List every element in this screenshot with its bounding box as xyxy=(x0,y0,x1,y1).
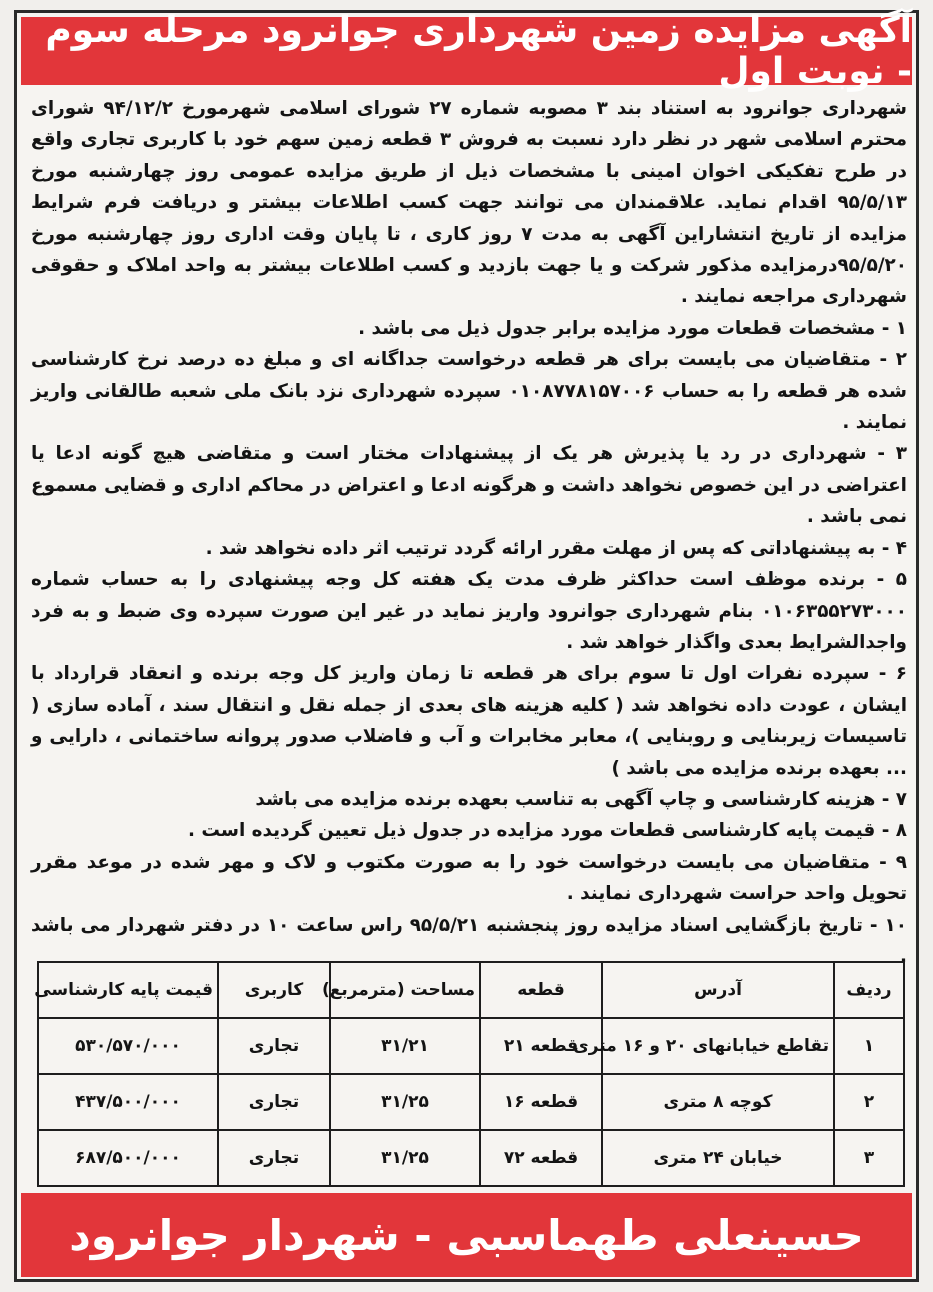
intro-paragraph: شهرداری جوانرود به استناد بند ۳ مصوبه شماره ۲۷ شورای اسلامی شهرمورخ ۹۴/۱۲/۲ شورای محترم اسلامی شهر در نظر دارد نسبت به فروش ۳ قطعه زمین سهم خود با کاربری تجاری واقع در طرح تفکیکی اخوان امینی با مشخصات ذیل از طریق مزایده عمومی روز چهارشنبه مورخ ۹۵/۵/۱۳ اقدام نماید. علاقمندان می توانند جهت کسب اطلاعات بیشتر و دریافت فرم شرایط مزایده از تاریخ انتشاراین آگهی به مدت ۷ روز کاری ، تا پایان وقت اداری روز چهارشنبه مورخ ۹۵/۵/۲۰درمزایده مذکور شرکت و یا جهت بازدید و کسب اطلاعات بیشتر به واحد املاک و حقوقی شهرداری مراجعه نمایند . xyxy=(31,98,907,308)
cell-area: ۳۱/۲۱ xyxy=(330,1018,480,1074)
condition-item: ۴ - به پیشنهاداتی که پس از مهلت مقرر ارائه گردد ترتیب اثر داده نخواهد شد . xyxy=(205,537,907,559)
condition-item: ۹ - متقاضیان می بایست درخواست خود را به صورت مکتوب و لاک و مهر شده در موعد مقرر تحویل واحد حراست شهرداری نمایند . xyxy=(31,851,907,905)
col-header-usage: کاربری xyxy=(218,962,330,1018)
cell-area: ۳۱/۲۵ xyxy=(330,1130,480,1186)
cell-row-number: ۲ xyxy=(834,1074,904,1130)
condition-item: ۳ - شهرداری در رد یا پذیرش هر یک از پیشنهادات مختار است و متقاضی هیچ گونه ادعا یا اعتراضی در این خصوص نخواهد داشت و هرگونه ادعا و اعتراض در محاکم اداری و قضایی مسموع نمی باشد . xyxy=(31,443,907,528)
col-header-plot: قطعه xyxy=(480,962,602,1018)
col-header-address: آدرس xyxy=(602,962,834,1018)
conditions-list xyxy=(31,313,907,973)
table-row xyxy=(38,1074,904,1130)
cell-usage: تجاری xyxy=(218,1130,330,1186)
title-banner xyxy=(21,10,912,92)
cell-row-number: ۳ xyxy=(834,1130,904,1186)
cell-row-number: ۱ xyxy=(834,1018,904,1074)
condition-item: ۱ - مشخصات قطعات مورد مزایده برابر جدول ذیل می باشد . xyxy=(358,317,907,339)
cell-base-price: ۶۸۷/۵۰۰/۰۰۰ xyxy=(38,1130,218,1186)
table-row xyxy=(38,1018,904,1074)
condition-item: ۵ - برنده موظف است حداکثر ظرف مدت یک هفته کل وجه پیشنهادی را به حساب شماره ۰۱۰۶۳۵۵۲۷۳۰۰۰ بنام شهرداری جوانرود واریز نماید در غیر این صورت سپرده وی ضبط و به فرد واجدالشرایط بعدی واگذار خواهد شد . xyxy=(31,569,907,653)
cell-address: خیابان ۲۴ متری xyxy=(602,1130,834,1186)
ad-sheet xyxy=(14,10,919,1282)
table-header-row xyxy=(38,962,904,1018)
condition-item: ۶ - سپرده نفرات اول تا سوم برای هر قطعه تا زمان واریز کل وجه برنده و انعقاد قرارداد با ایشان ، عودت داده نخواهد شد ( کلیه هزینه های بعدی از جمله نقل و انتقال سند ، آماده سازی ( تاسیسات زیربنایی و روبنایی )، معابر مخابرات و آب و فاضلاب صدور پروانه ساختمانی ، دارایی و ... بعهده برنده مزایده می باشد ) xyxy=(31,663,907,779)
condition-item: ۱۰ - تاریخ بازگشایی اسناد مزایده روز پنجشنبه ۹۵/۵/۲۱ راس ساعت ۱۰ در دفتر شهردار می باشد . xyxy=(31,914,907,967)
cell-area: ۳۱/۲۵ xyxy=(330,1074,480,1130)
signature-banner xyxy=(21,1193,912,1277)
lots-table xyxy=(34,961,905,1187)
cell-plot: قطعه ۷۲ xyxy=(480,1130,602,1186)
cell-address: کوچه ۸ متری xyxy=(602,1074,834,1130)
cell-plot: قطعه ۱۶ xyxy=(480,1074,602,1130)
cell-plot: قطعه ۲۱ xyxy=(480,1018,602,1074)
cell-base-price: ۵۳۰/۵۷۰/۰۰۰ xyxy=(38,1018,218,1074)
condition-item: ۷ - هزینه کارشناسی و چاپ آگهی به تناسب بعهده برنده مزایده می باشد xyxy=(255,788,907,810)
col-header-base-price: قیمت پایه کارشناسی xyxy=(38,962,218,1018)
signature-text: حسینعلی طهماسبی - شهردار جوانرود xyxy=(69,1210,864,1260)
table-row xyxy=(38,1130,904,1186)
cell-address: تقاطع خیابانهای ۲۰ و ۱۶ متری xyxy=(602,1018,834,1074)
cell-usage: تجاری xyxy=(218,1018,330,1074)
col-header-row-number: ردیف xyxy=(834,962,904,1018)
cell-usage: تجاری xyxy=(218,1074,330,1130)
condition-item: ۸ - قیمت پایه کارشناسی قطعات مورد مزایده در جدول ذیل تعیین گردیده است . xyxy=(188,820,907,842)
page-title: آگهی مزایده زمین شهرداری جوانرود مرحله سوم - نوبت اول xyxy=(45,10,912,92)
col-header-area: مساحت (مترمربع) xyxy=(330,962,480,1018)
cell-base-price: ۴۳۷/۵۰۰/۰۰۰ xyxy=(38,1074,218,1130)
ad-body xyxy=(31,93,907,972)
condition-item: ۲ - متقاضیان می بایست برای هر قطعه درخواست جداگانه ای و مبلغ ده درصد نرخ کارشناسی شده هر قطعه را به حساب ۰۱۰۸۷۷۸۱۵۷۰۰۶ سپرده شهرداری نزد بانک ملی شعبه طالقانی واریز نمایند . xyxy=(31,349,908,434)
